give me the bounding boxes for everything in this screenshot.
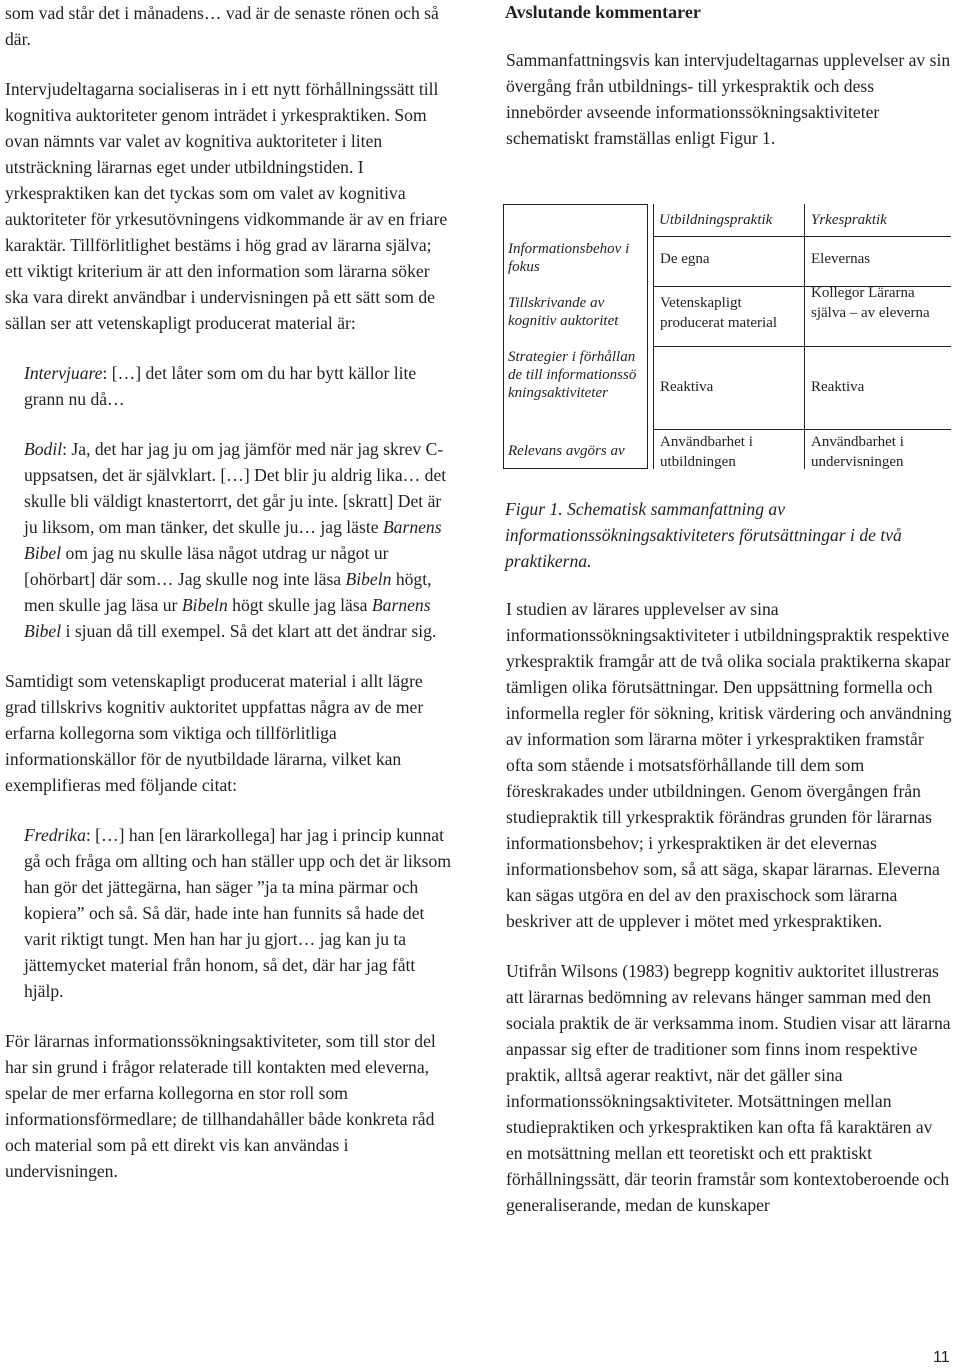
paragraph: I studien av lärares upplevelser av sina informationssökningsaktiviteter i utbildningspraktik respektive yrkespraktik framgår att de två olika sociala praktikerna skapar tämligen olika förutsättningar. Den uppsättning formella och informella regler för sökning, kritisk värdering och användning av information som lärarna möter i yrkespraktiken framstår ofta som stående i motsatsförhållande till dem som föreskrakades under utbildningen. Genom övergången från studiepraktik till yrkespraktik förändras grunden för lärarnas informationsbehov; i yrkespraktiken är det elevernas informationsbehov som, så att säga, skapar lärarnas. Eleverna kan sägas utgöra en del av den praxischock som lärarna beskriver att de upplever i mötet med yrkespraktiken.	[506, 599, 952, 931]
quote-speaker: Fredrika	[24, 825, 86, 845]
figure-cell: Reaktiva	[811, 379, 865, 395]
paragraph: Sammanfattningsvis kan intervjudeltagarnas upplevelser av sin övergång från utbildnings- till yrkespraktik och dess innebörder avseende informationssökningsaktiviteter schematiskt framställas enligt Figur 1.	[506, 50, 951, 148]
row-header: Informationsbehov i fokus	[508, 241, 630, 275]
quote-speaker: Bodil	[24, 439, 63, 459]
section-heading: Avslutande kommentarer	[505, 2, 701, 22]
figure-cell: Användbarhet i utbildningen	[660, 434, 753, 470]
right-column-body	[505, 596, 953, 1218]
book-title: Bibeln	[181, 595, 228, 615]
right-column	[505, 0, 953, 151]
figure-cell: De egna	[660, 251, 710, 267]
row-header: Relevans avgörs av	[508, 443, 625, 459]
figure-cell: Reaktiva	[660, 379, 714, 395]
column-header: Utbildningspraktik	[659, 212, 773, 228]
interview-quote	[24, 360, 452, 412]
quote-speaker: Intervjuare	[24, 363, 103, 383]
quote-text: högt skulle jag läsa	[227, 595, 372, 615]
quote-text: : […] han [en lärarkollega] har jag i princip kunnat gå och fråga om allting och han ställer upp och det är liksom han gör det jättegärna, han säger ”ja ta mina pärmar och kopiera” och så. Så där, hade inte han funnits så hade det varit riktigt tungt. Men han har ju gjort… jag kan ju ta jättemycket material från honom, så det, där har jag fått hjälp.	[24, 825, 452, 1001]
interview-quote	[24, 822, 452, 1004]
column-header: Yrkespraktik	[811, 212, 887, 228]
paragraph: För lärarnas informationssökningsaktiviteter, som till stor del har sin grund i frågor relaterade till kontakten med eleverna, spelar de mer erfarna kollegorna en stor roll som informationsförmedlare; de tillhandahåller både konkreta råd och material som på ett direkt vis kan användas i undervisningen.	[5, 1031, 436, 1181]
paragraph: som vad står det i månadens… vad är de senaste rönen och så där.	[5, 3, 439, 49]
paragraph: Samtidigt som vetenskapligt producerat material i allt lägre grad tillskrivs kognitiv auktoritet uppfattas några av de mer erfarna kollegorna som viktiga och tillförlitliga informationskällor för de nyutbildade lärarna, vilket kan exemplifieras med följande citat:	[5, 671, 424, 795]
page-number: 11	[933, 1349, 950, 1366]
figure-cell: Kollegor Lärarna själva – av eleverna	[811, 285, 930, 321]
figure-cell: Användbarhet i undervisningen	[811, 434, 904, 470]
interview-quote	[24, 436, 452, 644]
row-divider	[653, 236, 951, 237]
quote-text: i sjuan då till exempel. Så det klart att det ändrar sig.	[61, 621, 437, 641]
book-title: Bibeln	[345, 569, 392, 589]
quote-text: om jag nu skulle läsa något utdrag ur något ur [ohörbart] där som… Jag skulle nog inte läsa	[24, 543, 389, 589]
figure-caption: Figur 1. Schematisk sammanfattning av informationssökningsaktiviteters förutsättningar i de två praktikerna.	[505, 499, 902, 571]
figure-cell: Vetenskapligt producerat material	[660, 295, 778, 331]
row-divider	[653, 346, 951, 347]
row-divider	[653, 429, 951, 430]
figure-1	[503, 204, 951, 474]
quote-text: : Ja, det har jag ju om jag jämför med när jag skrev C-uppsatsen, det är självklart. […] Det blir ju aldrig lika… det skulle bli väldigt knastertorrt, det går ju inte. [skratt] Det är ju liksom, om man tänker, det skulle ju… jag läste	[24, 439, 447, 537]
figure-cell: Elevernas	[811, 251, 871, 267]
quote-text: högt, men skulle jag läsa ur	[24, 569, 432, 615]
quote-text: : […] det låter som om du har bytt källor lite grann nu då…	[24, 363, 417, 409]
row-header: Strategier i förhållande till informationssökningsaktiviteter	[508, 349, 637, 401]
book-title: Barnens Bibel	[24, 595, 431, 641]
paragraph: Intervjudeltagarna socialiseras in i ett nytt förhållningssätt till kognitiva auktoriteter genom inträdet i yrkespraktiken. Som ovan nämnts var valet av kognitiva auktoriteter i liten utsträckning lärarnas eget under utbildningstiden. I yrkespraktiken kan det tyckas som om valet av kognitiva auktoriteter för yrkesutövningens vidkommande är av en friare karaktär. Tillförlitlighet bestäms i hög grad av lärarna själva; ett viktigt kriterium är att den information som lärarna söker ska vara direkt användbar i undervisningen på ett sätt som de sällan ser att vetenskapligt producerat material är:	[5, 79, 448, 333]
paragraph: Utifrån Wilsons (1983) begrepp kognitiv auktoritet illustreras att lärarnas bedömning av relevans hänger samman med den sociala praktik de är verksamma inom. Studien visar att lärarna anpassar sig efter de traditioner som finns inom respektive praktik, alltså agerar reaktivt, när det gäller sina informationssökningsaktiviteter. Motsättningen mellan studiepraktiken och yrkespraktiken kan ofta få karaktären av en motsättning mellan ett teoretiskt och ett praktiskt förhållningssätt, där teorin framstår som kontextoberoende och generaliserande, medan de kunskaper	[506, 961, 951, 1215]
row-header: Tillskrivande av kognitiv auktoritet	[508, 295, 619, 329]
left-column	[5, 0, 452, 1184]
book-title: Barnens Bibel	[24, 517, 442, 563]
